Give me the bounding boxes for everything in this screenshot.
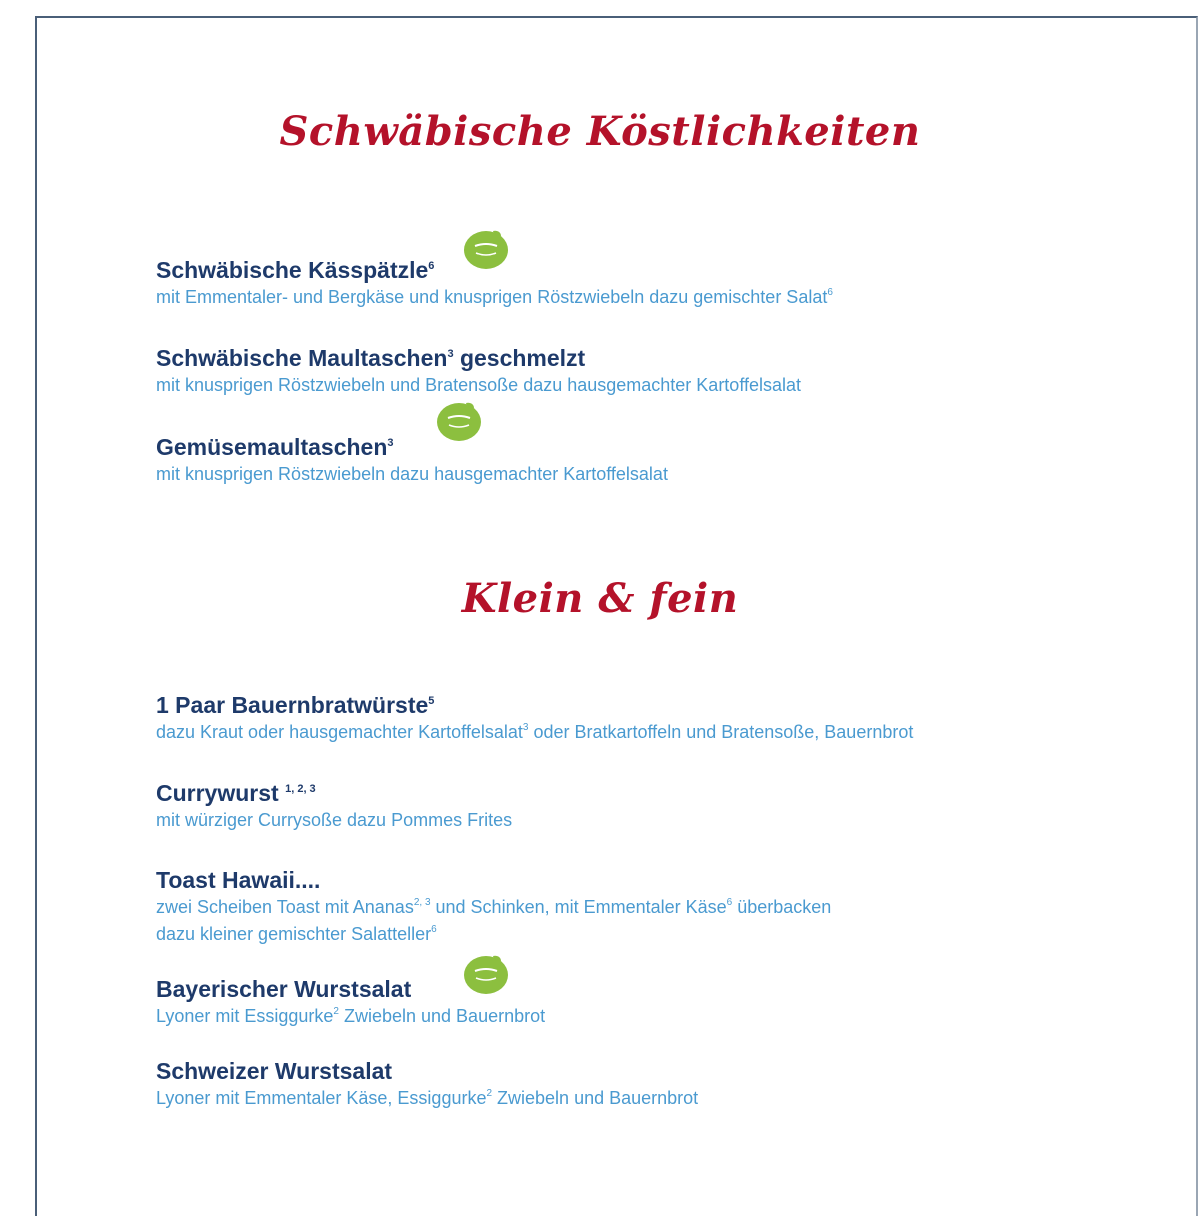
menu-item xyxy=(156,433,1156,488)
item-description: zwei Scheiben Toast mit Ananas$^{2, 3}$ und Schinken, mit Emmentaler Käse$^6$ überbacken xyxy=(156,897,832,917)
veggie-badge-icon xyxy=(463,228,509,270)
item-name: Gemüsemaultaschen$^3$ xyxy=(156,434,394,460)
item-name: Toast Hawaii.... xyxy=(156,867,321,893)
veggie-badge-icon xyxy=(463,953,509,995)
item-name: 1 Paar Bauernbratwürste$^5$ xyxy=(156,692,435,718)
menu-item xyxy=(156,1057,1156,1112)
item-name: Bayerischer Wurstsalat xyxy=(156,976,412,1002)
menu-item xyxy=(156,866,1156,948)
item-name: Currywurst $^{1, 2, 3}$ xyxy=(156,780,316,806)
section-title-schwaebisch: Schwäbische Köstlichkeiten xyxy=(279,108,921,155)
section-title-klein-fein: Klein & fein xyxy=(461,575,739,622)
item-name: Schweizer Wurstsalat xyxy=(156,1058,393,1084)
item-name: Schwäbische Kässpätzle$^6$ xyxy=(156,257,435,283)
menu-item xyxy=(156,256,1156,311)
veggie-badge-icon xyxy=(436,400,482,442)
menu-item xyxy=(156,975,1156,1030)
item-description: dazu kleiner gemischter Salatteller$^6$ xyxy=(156,924,437,944)
menu-item xyxy=(156,344,1156,399)
menu-item xyxy=(156,691,1156,746)
item-description: mit würziger Currysoße dazu Pommes Frites xyxy=(156,810,513,830)
item-description: Lyoner mit Emmentaler Käse, Essiggurke$^2$ Zwiebeln und Bauernbrot xyxy=(156,1088,699,1108)
item-description: mit knusprigen Röstzwiebeln dazu hausgemachter Kartoffelsalat xyxy=(156,464,668,484)
menu-item xyxy=(156,779,1156,834)
item-description: Lyoner mit Essiggurke$^2$ Zwiebeln und Bauernbrot xyxy=(156,1006,546,1026)
item-description: dazu Kraut oder hausgemachter Kartoffelsalat$^3$ oder Bratkartoffeln und Bratensoße, Bauernbrot xyxy=(156,722,914,742)
item-description: mit knusprigen Röstzwiebeln und Bratensoße dazu hausgemachter Kartoffelsalat xyxy=(156,375,802,395)
item-description: mit Emmentaler- und Bergkäse und knusprigen Röstzwiebeln dazu gemischter Salat$^6$ xyxy=(156,287,833,307)
item-name: Schwäbische Maultaschen$^3$ geschmelzt xyxy=(156,345,586,371)
